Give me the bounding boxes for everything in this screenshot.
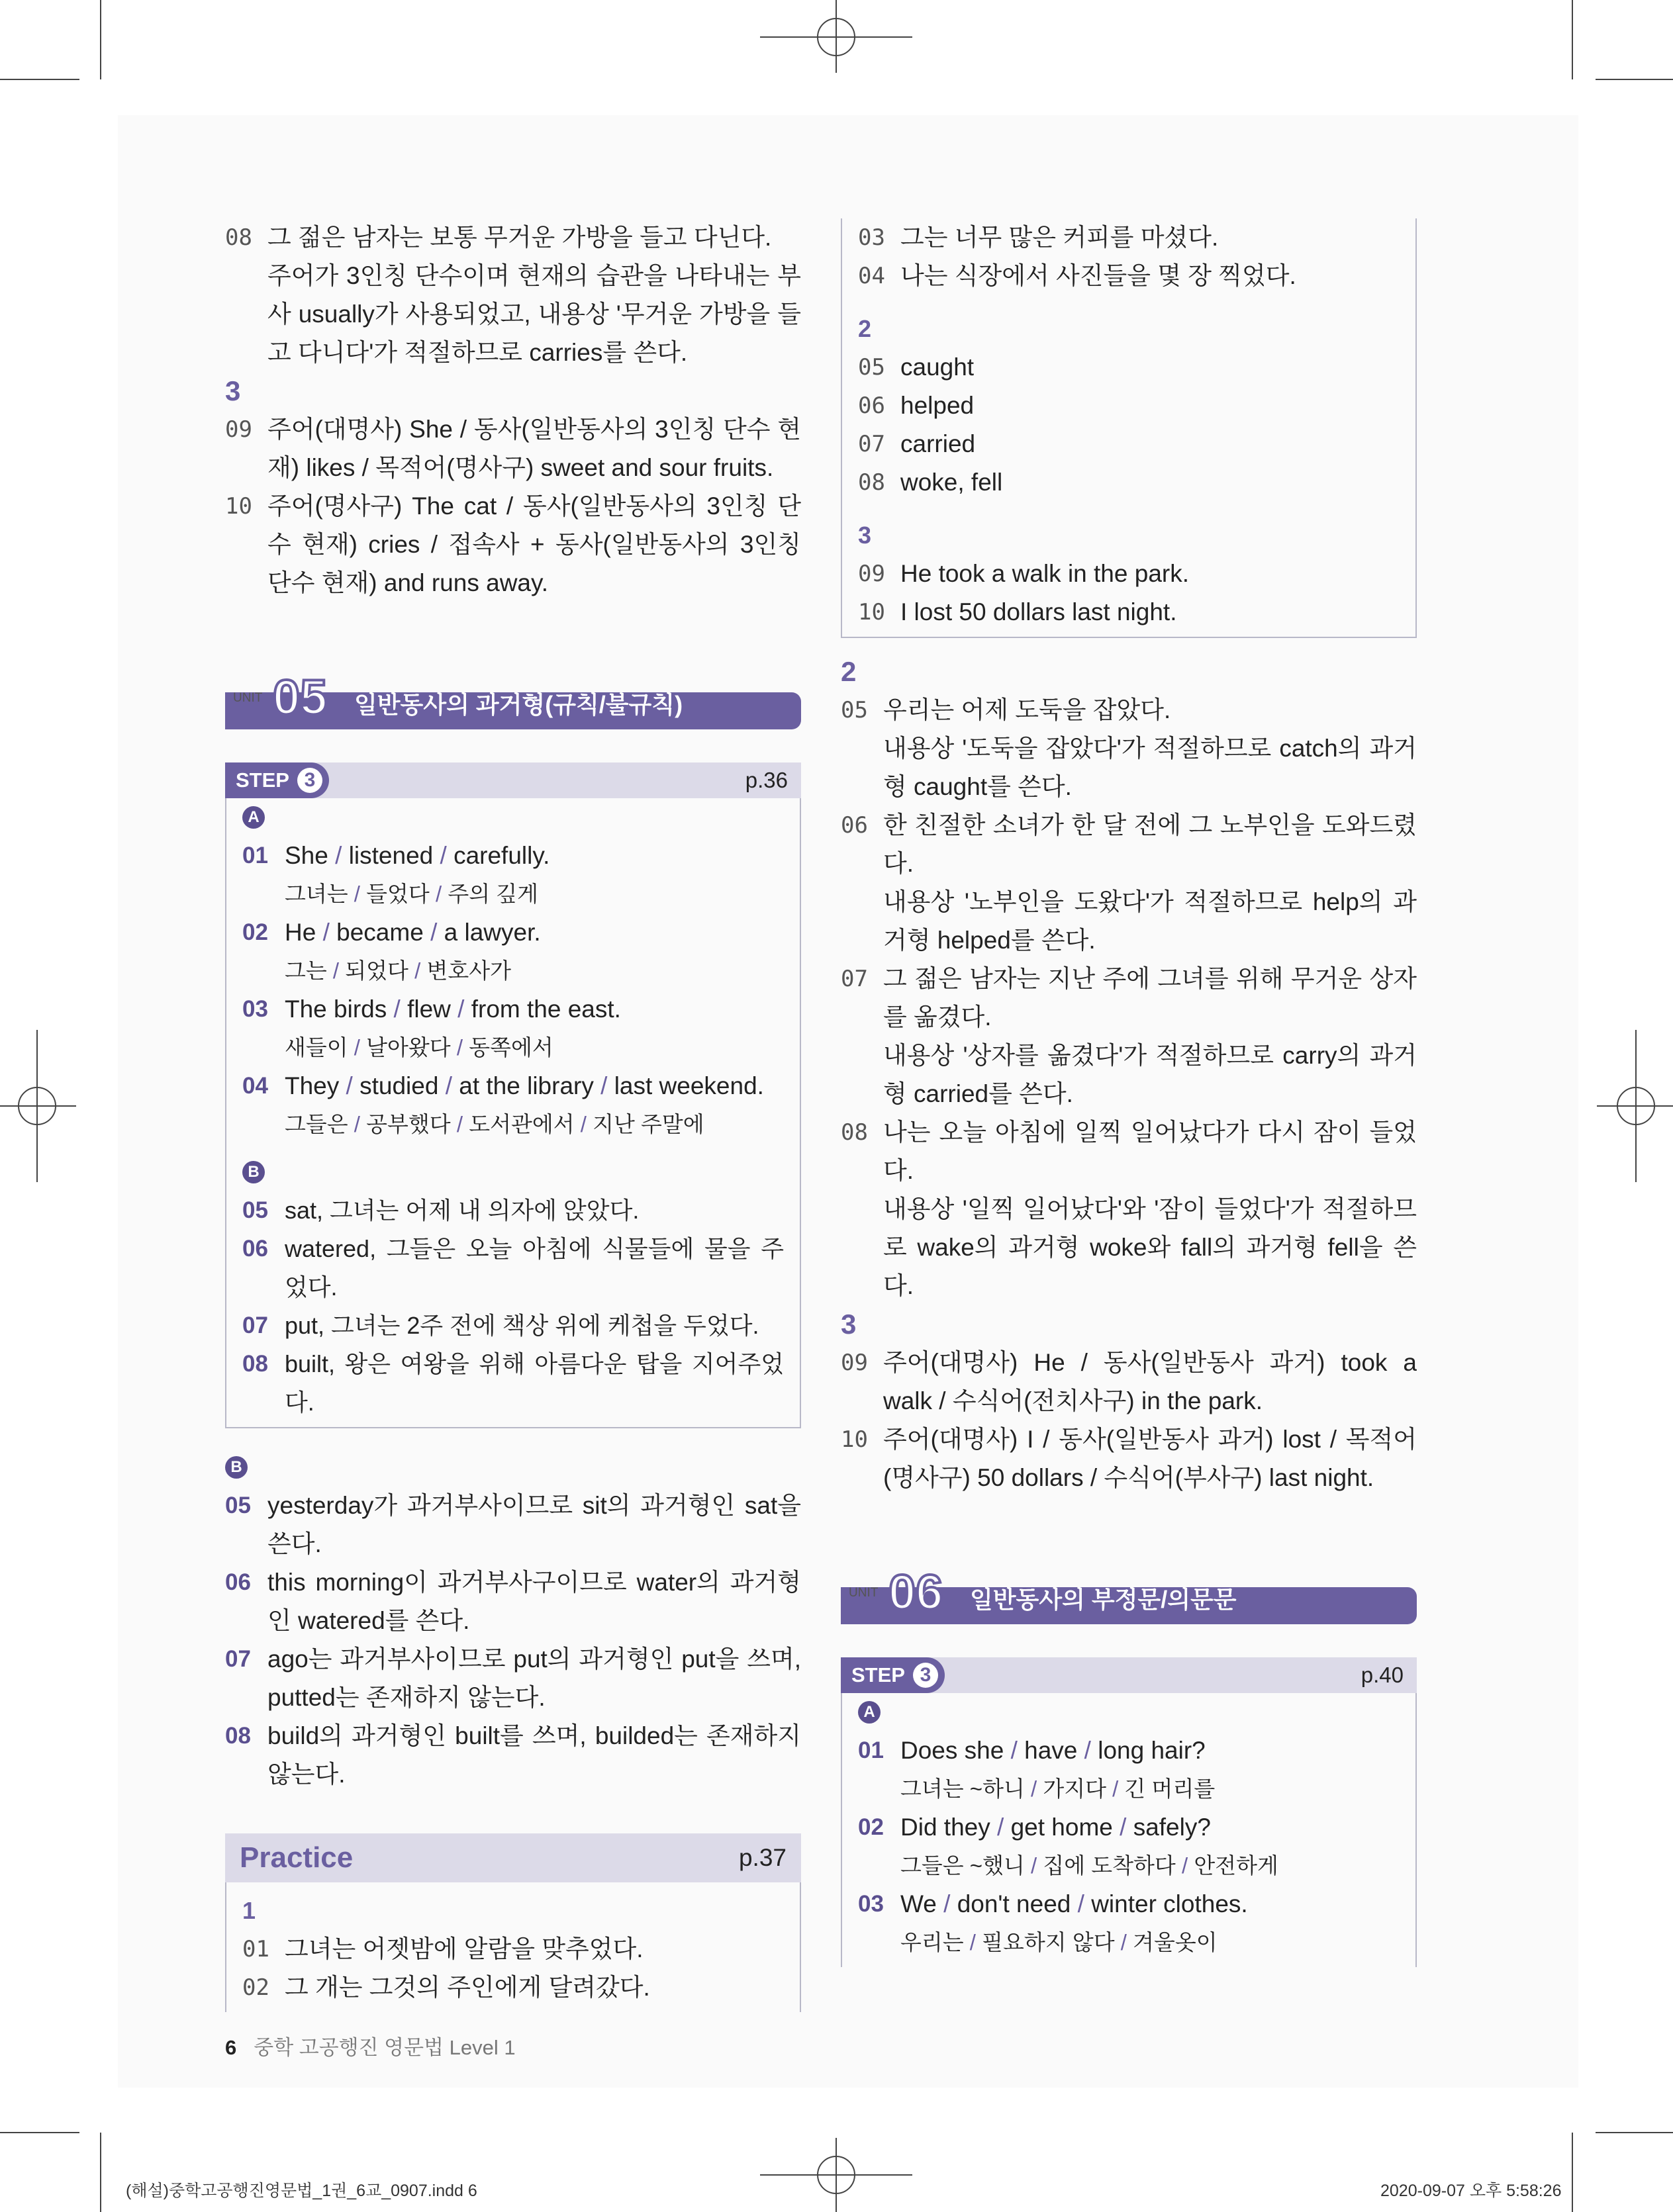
item-number: 08 bbox=[225, 1723, 251, 1749]
spacer bbox=[841, 1497, 1417, 1544]
chunk: 들었다 bbox=[366, 882, 430, 906]
item-number: 01 bbox=[242, 1936, 269, 1962]
chunk: 지난 주말에 bbox=[593, 1112, 704, 1136]
page-reference: p.36 bbox=[745, 768, 788, 792]
section-heading: 3 bbox=[858, 522, 872, 549]
chunk: flew bbox=[407, 995, 451, 1023]
item-text: 우리는 어제 도둑을 잡았다. bbox=[883, 696, 1171, 723]
answer-entry bbox=[858, 387, 1400, 425]
chunk: get home bbox=[1010, 1814, 1113, 1841]
chunk: The birds bbox=[285, 995, 387, 1023]
item-text: 그 젊은 남자는 지난 주에 그녀를 위해 무거운 상자를 옮겼다. bbox=[883, 965, 1417, 1031]
step-header bbox=[841, 1657, 1417, 1693]
chunk-sentence bbox=[900, 1885, 1400, 1923]
item-number: 03 bbox=[858, 1891, 884, 1917]
item-text: sat, 그녀는 어제 내 의자에 앉았다. bbox=[285, 1197, 640, 1224]
item-number: 04 bbox=[858, 263, 885, 289]
chunk: They bbox=[285, 1072, 340, 1099]
chunk: 그들은 ~했니 bbox=[900, 1853, 1025, 1878]
page-reference: p.37 bbox=[738, 1844, 787, 1871]
answer-entry bbox=[242, 1968, 784, 2007]
unit-header bbox=[841, 1565, 1417, 1624]
explanation-text: 주어가 3인칭 단수이며 현재의 습관을 나타내는 부사 usually가 사용되었고, 내용상 '무거운 가방을 들고 다니다'가 적절하므로 carries를 쓴다. bbox=[267, 262, 801, 366]
slash-separator: / bbox=[1077, 1737, 1098, 1764]
practice-answer-box bbox=[225, 1882, 801, 2012]
chunk: 필요하지 않다 bbox=[982, 1930, 1115, 1955]
item-number: 08 bbox=[225, 224, 252, 251]
chunk: 긴 머리를 bbox=[1124, 1776, 1216, 1801]
circle-label: B bbox=[225, 1456, 248, 1479]
step3-answer-box bbox=[841, 1693, 1417, 1967]
circle-label: A bbox=[858, 1701, 881, 1724]
spacer bbox=[225, 1794, 801, 1833]
chunk: 되었다 bbox=[345, 958, 408, 983]
slash-separator: / bbox=[348, 1112, 367, 1136]
chunk: studied bbox=[359, 1072, 439, 1099]
slash-separator: / bbox=[450, 1035, 469, 1060]
answer-entry bbox=[225, 1717, 801, 1794]
item-text: woke, fell bbox=[900, 469, 1003, 496]
item-text: 그는 너무 많은 커피를 마셨다. bbox=[900, 224, 1219, 251]
chunk: 도서관에서 bbox=[469, 1112, 575, 1136]
chunk: last weekend. bbox=[614, 1072, 764, 1099]
slash-separator: / bbox=[438, 1072, 459, 1099]
slash-separator: / bbox=[936, 1890, 957, 1917]
page-footer bbox=[225, 2031, 516, 2060]
chunk-sentence bbox=[285, 1067, 784, 1105]
answer-entry bbox=[242, 1345, 784, 1422]
chunk: Does she bbox=[900, 1737, 1004, 1764]
chunk: a lawyer. bbox=[444, 919, 541, 946]
unit-number: 06 bbox=[888, 1565, 943, 1620]
item-number: 01 bbox=[858, 1737, 884, 1763]
spacer bbox=[858, 295, 1400, 310]
item-number: 03 bbox=[242, 996, 268, 1022]
answer-entry bbox=[225, 1640, 801, 1717]
answer-entry bbox=[242, 1930, 784, 1968]
slug-date: 2020-09-07 오후 5:58:26 bbox=[1380, 2182, 1562, 2200]
item-number: 06 bbox=[225, 1569, 251, 1595]
slash-separator: / bbox=[450, 995, 471, 1023]
step-pill bbox=[225, 762, 329, 798]
chunk-sentence bbox=[285, 990, 784, 1029]
slash-separator: / bbox=[328, 842, 349, 869]
slash-separator: / bbox=[574, 1112, 593, 1136]
chunk: became bbox=[336, 919, 424, 946]
page-reference: p.40 bbox=[1361, 1663, 1404, 1687]
chunk: 가지다 bbox=[1043, 1776, 1106, 1801]
item-text: caught bbox=[900, 353, 975, 381]
step3-answer-box bbox=[225, 798, 801, 1428]
answer-entry bbox=[841, 960, 1417, 1037]
item-number: 05 bbox=[225, 1493, 251, 1518]
answer-entry bbox=[858, 555, 1400, 593]
chunk-entry bbox=[858, 1731, 1400, 1770]
item-number: 08 bbox=[841, 1119, 868, 1146]
chunk: 공부했다 bbox=[366, 1112, 451, 1136]
item-number: 05 bbox=[242, 1197, 268, 1223]
item-text: 나는 식장에서 사진들을 몇 장 찍었다. bbox=[900, 262, 1296, 289]
slash-separator: / bbox=[348, 882, 367, 906]
chunk: 주의 깊게 bbox=[448, 882, 538, 906]
chunk: from the east. bbox=[471, 995, 621, 1023]
slash-separator: / bbox=[1004, 1737, 1025, 1764]
chunk-sentence bbox=[285, 837, 784, 875]
item-text: 주어(명사구) The cat / 동사(일반동사의 3인칭 단수 현재) cries / 접속사 + 동사(일반동사의 3인칭 단수 현재) and runs away. bbox=[267, 492, 801, 596]
chunk-translation bbox=[858, 1770, 1400, 1808]
slash-separator: / bbox=[433, 842, 454, 869]
answer-entry bbox=[242, 1230, 784, 1307]
chunk-entry bbox=[858, 1808, 1400, 1847]
spacer bbox=[858, 502, 1400, 516]
item-number: 09 bbox=[858, 561, 885, 587]
section-marker bbox=[225, 1448, 801, 1487]
item-text: built, 왕은 여왕을 위해 아름다운 탑을 지어주었다. bbox=[285, 1350, 784, 1416]
chunk-entry bbox=[242, 990, 784, 1029]
book-title: 중학 고공행진 영문법 Level 1 bbox=[254, 2036, 516, 2059]
slash-separator: / bbox=[1112, 1814, 1133, 1841]
answer-entry bbox=[841, 1420, 1417, 1497]
chunk: have bbox=[1024, 1737, 1078, 1764]
circle-label: B bbox=[242, 1161, 265, 1183]
answer-entry bbox=[225, 1563, 801, 1640]
unit-header bbox=[225, 670, 801, 729]
item-number: 10 bbox=[225, 493, 252, 520]
item-number: 10 bbox=[858, 599, 885, 625]
item-number: 09 bbox=[225, 416, 252, 443]
slash-separator: / bbox=[339, 1072, 360, 1099]
section-heading: 3 bbox=[841, 1309, 857, 1340]
section-heading: 3 bbox=[225, 375, 241, 406]
practice-label: Practice bbox=[240, 1841, 354, 1874]
chunk: 집에 도착하다 bbox=[1043, 1853, 1176, 1878]
section-marker bbox=[858, 1693, 1400, 1731]
chunk-translation bbox=[242, 1105, 784, 1144]
practice-answer-box-continued bbox=[841, 218, 1417, 638]
answer-entry bbox=[841, 806, 1417, 883]
step-label: STEP bbox=[236, 768, 289, 792]
section-heading: 2 bbox=[841, 656, 857, 687]
slash-separator: / bbox=[1071, 1890, 1092, 1917]
item-text: 나는 오늘 아침에 일찍 일어났다가 다시 잠이 들었다. bbox=[883, 1119, 1417, 1184]
step-header bbox=[225, 762, 801, 798]
chunk-entry bbox=[242, 1067, 784, 1105]
slash-separator: / bbox=[1024, 1853, 1043, 1878]
answer-entry bbox=[858, 257, 1400, 295]
item-text: build의 과거형인 built를 쓰며, builded는 존재하지 않는다. bbox=[267, 1722, 801, 1788]
item-number: 06 bbox=[858, 392, 885, 419]
chunk-translation bbox=[858, 1923, 1400, 1962]
step-pill bbox=[841, 1657, 945, 1693]
answer-entry bbox=[841, 1344, 1417, 1420]
chunk: carefully. bbox=[454, 842, 550, 869]
spacer bbox=[225, 729, 801, 762]
spacer bbox=[242, 1144, 784, 1153]
item-number: 10 bbox=[841, 1426, 868, 1453]
chunk-sentence bbox=[285, 913, 784, 952]
section-heading: 2 bbox=[858, 315, 872, 342]
spacer bbox=[242, 1882, 784, 1892]
explanation-text: 내용상 '상자를 옮겼다'가 적절하므로 carry의 과거형 carried를 쓴다. bbox=[883, 1042, 1417, 1107]
slash-separator: / bbox=[990, 1814, 1011, 1841]
item-number: 02 bbox=[858, 1814, 884, 1840]
answer-entry bbox=[858, 463, 1400, 502]
right-column bbox=[841, 218, 1417, 1967]
unit-label: UNIT bbox=[849, 1586, 879, 1600]
chunk: 그는 bbox=[285, 958, 327, 983]
spacer bbox=[841, 1624, 1417, 1657]
explanation-text: 내용상 '도둑을 잡았다'가 적절하므로 catch의 과거형 caught를 쓴다. bbox=[883, 735, 1417, 800]
chunk: 날아왔다 bbox=[366, 1035, 451, 1060]
chunk-entry bbox=[242, 913, 784, 952]
item-text: 그 개는 그것의 주인에게 달려갔다. bbox=[285, 1974, 650, 2001]
slash-separator: / bbox=[1106, 1776, 1125, 1801]
spacer bbox=[225, 602, 801, 649]
chunk: winter clothes. bbox=[1091, 1890, 1248, 1917]
item-text: put, 그녀는 2주 전에 책상 위에 케첩을 두었다. bbox=[285, 1312, 759, 1339]
unit-number: 05 bbox=[273, 670, 328, 725]
item-text: 한 친절한 소녀가 한 달 전에 그 노부인을 도와드렸다. bbox=[883, 811, 1417, 877]
slash-separator: / bbox=[429, 882, 448, 906]
practice-header bbox=[225, 1833, 801, 1882]
slash-separator: / bbox=[963, 1930, 982, 1955]
item-number: 05 bbox=[858, 354, 885, 381]
answer-entry bbox=[858, 348, 1400, 387]
unit-title: 일반동사의 부정문/의문문 bbox=[970, 1586, 1237, 1613]
item-number: 04 bbox=[242, 1073, 268, 1099]
answer-entry bbox=[858, 593, 1400, 631]
page-number: 6 bbox=[225, 2036, 237, 2059]
item-text: 그녀는 어젯밤에 알람을 맞추었다. bbox=[285, 1935, 644, 1962]
item-number: 08 bbox=[858, 469, 885, 496]
chunk: He bbox=[285, 919, 316, 946]
chunk: We bbox=[900, 1890, 937, 1917]
circle-label: A bbox=[242, 806, 265, 829]
slash-separator: / bbox=[593, 1072, 614, 1099]
unit-label: UNIT bbox=[233, 691, 263, 705]
slash-separator: / bbox=[326, 958, 346, 983]
answer-entry bbox=[841, 1113, 1417, 1190]
chunk: 그녀는 ~하니 bbox=[900, 1776, 1025, 1801]
chunk: 새들이 bbox=[285, 1035, 348, 1060]
item-text: carried bbox=[900, 430, 976, 457]
answer-entry bbox=[858, 425, 1400, 463]
slash-separator: / bbox=[450, 1112, 469, 1136]
item-text: He took a walk in the park. bbox=[900, 560, 1189, 587]
answer-entry bbox=[858, 218, 1400, 257]
item-number: 09 bbox=[841, 1350, 868, 1376]
slash-separator: / bbox=[348, 1035, 367, 1060]
chunk-sentence bbox=[900, 1808, 1400, 1847]
item-number: 01 bbox=[242, 843, 268, 868]
chunk: Did they bbox=[900, 1814, 990, 1841]
item-number: 07 bbox=[858, 431, 885, 457]
chunk-entry bbox=[858, 1885, 1400, 1923]
answer-entry bbox=[242, 1191, 784, 1230]
item-text: 그 젊은 남자는 보통 무거운 가방을 들고 다닌다. bbox=[267, 224, 772, 251]
chunk: 겨울옷이 bbox=[1133, 1930, 1218, 1955]
item-number: 07 bbox=[225, 1646, 251, 1672]
spacer bbox=[225, 1428, 801, 1448]
slash-separator: / bbox=[316, 919, 337, 946]
chunk: She bbox=[285, 842, 328, 869]
spacer bbox=[841, 638, 1417, 653]
chunk: don't need bbox=[957, 1890, 1071, 1917]
chunk: 우리는 bbox=[900, 1930, 964, 1955]
chunk-translation bbox=[242, 952, 784, 990]
chunk: at the library bbox=[459, 1072, 594, 1099]
chunk-translation bbox=[242, 875, 784, 913]
item-text: ago는 과거부사이므로 put의 과거형인 put을 쓰며, putted는 존재하지 않는다. bbox=[267, 1645, 801, 1711]
item-text: helped bbox=[900, 392, 975, 419]
slug-filename: (해설)중학고공행진영문법_1권_6교_0907.indd 6 bbox=[126, 2182, 477, 2200]
unit-title: 일반동사의 과거형(규칙/불규칙) bbox=[354, 691, 683, 718]
left-column bbox=[225, 218, 801, 2012]
slash-separator: / bbox=[1114, 1930, 1133, 1955]
chunk: long hair? bbox=[1098, 1737, 1206, 1764]
chunk-entry bbox=[242, 837, 784, 875]
item-number: 08 bbox=[242, 1351, 268, 1377]
step-number: 3 bbox=[297, 768, 322, 793]
chunk: 동쪽에서 bbox=[469, 1035, 553, 1060]
step-label: STEP bbox=[851, 1663, 905, 1686]
chunk: 안전하게 bbox=[1194, 1853, 1278, 1878]
answer-entry bbox=[225, 487, 801, 602]
slash-separator: / bbox=[1024, 1776, 1043, 1801]
item-number: 02 bbox=[242, 919, 268, 945]
step-number: 3 bbox=[913, 1663, 938, 1688]
section-marker bbox=[242, 1153, 784, 1191]
item-number: 03 bbox=[858, 224, 885, 251]
item-number: 07 bbox=[242, 1313, 268, 1338]
answer-entry bbox=[841, 691, 1417, 729]
chunk: 그녀는 bbox=[285, 882, 348, 906]
section-heading: 1 bbox=[242, 1897, 256, 1924]
item-number: 07 bbox=[841, 966, 868, 992]
chunk-translation bbox=[858, 1847, 1400, 1885]
chunk-sentence bbox=[900, 1731, 1400, 1770]
slash-separator: / bbox=[387, 995, 408, 1023]
item-text: yesterday가 과거부사이므로 sit의 과거형인 sat을 쓴다. bbox=[267, 1492, 801, 1557]
item-number: 05 bbox=[841, 697, 868, 723]
chunk: listened bbox=[348, 842, 434, 869]
chunk-translation bbox=[242, 1029, 784, 1067]
slash-separator: / bbox=[1175, 1853, 1194, 1878]
section-marker bbox=[242, 798, 784, 837]
answer-entry bbox=[242, 1307, 784, 1345]
answer-entry bbox=[225, 218, 801, 257]
chunk: 그들은 bbox=[285, 1112, 348, 1136]
item-number: 06 bbox=[242, 1236, 268, 1262]
item-number: 06 bbox=[841, 812, 868, 839]
slash-separator: / bbox=[408, 958, 427, 983]
item-number: 02 bbox=[242, 1974, 269, 2001]
explanation-text: 내용상 '노부인을 도왔다'가 적절하므로 help의 과거형 helped를 쓴다. bbox=[883, 888, 1417, 954]
chunk: 변호사가 bbox=[426, 958, 511, 983]
item-text: 주어(대명사) He / 동사(일반동사 과거) took a walk / 수식어(전치사구) in the park. bbox=[883, 1349, 1417, 1414]
explanation-text: 내용상 '일찍 일어났다'와 '잠이 들었다'가 적절하므로 wake의 과거형 woke와 fall의 과거형 fell을 쓴다. bbox=[883, 1195, 1417, 1299]
slash-separator: / bbox=[423, 919, 444, 946]
chunk: safely? bbox=[1133, 1814, 1211, 1841]
answer-entry bbox=[225, 1487, 801, 1563]
item-text: I lost 50 dollars last night. bbox=[900, 598, 1177, 625]
item-text: this morning이 과거부사구이므로 water의 과거형인 watered를 쓴다. bbox=[267, 1569, 801, 1634]
item-text: watered, 그들은 오늘 아침에 식물들에 물을 주었다. bbox=[285, 1235, 784, 1301]
answer-entry bbox=[225, 410, 801, 487]
item-text: 주어(대명사) I / 동사(일반동사 과거) lost / 목적어(명사구) 50 dollars / 수식어(부사구) last night. bbox=[883, 1426, 1417, 1491]
item-text: 주어(대명사) She / 동사(일반동사의 3인칭 단수 현재) likes / 목적어(명사구) sweet and sour fruits. bbox=[267, 416, 801, 481]
